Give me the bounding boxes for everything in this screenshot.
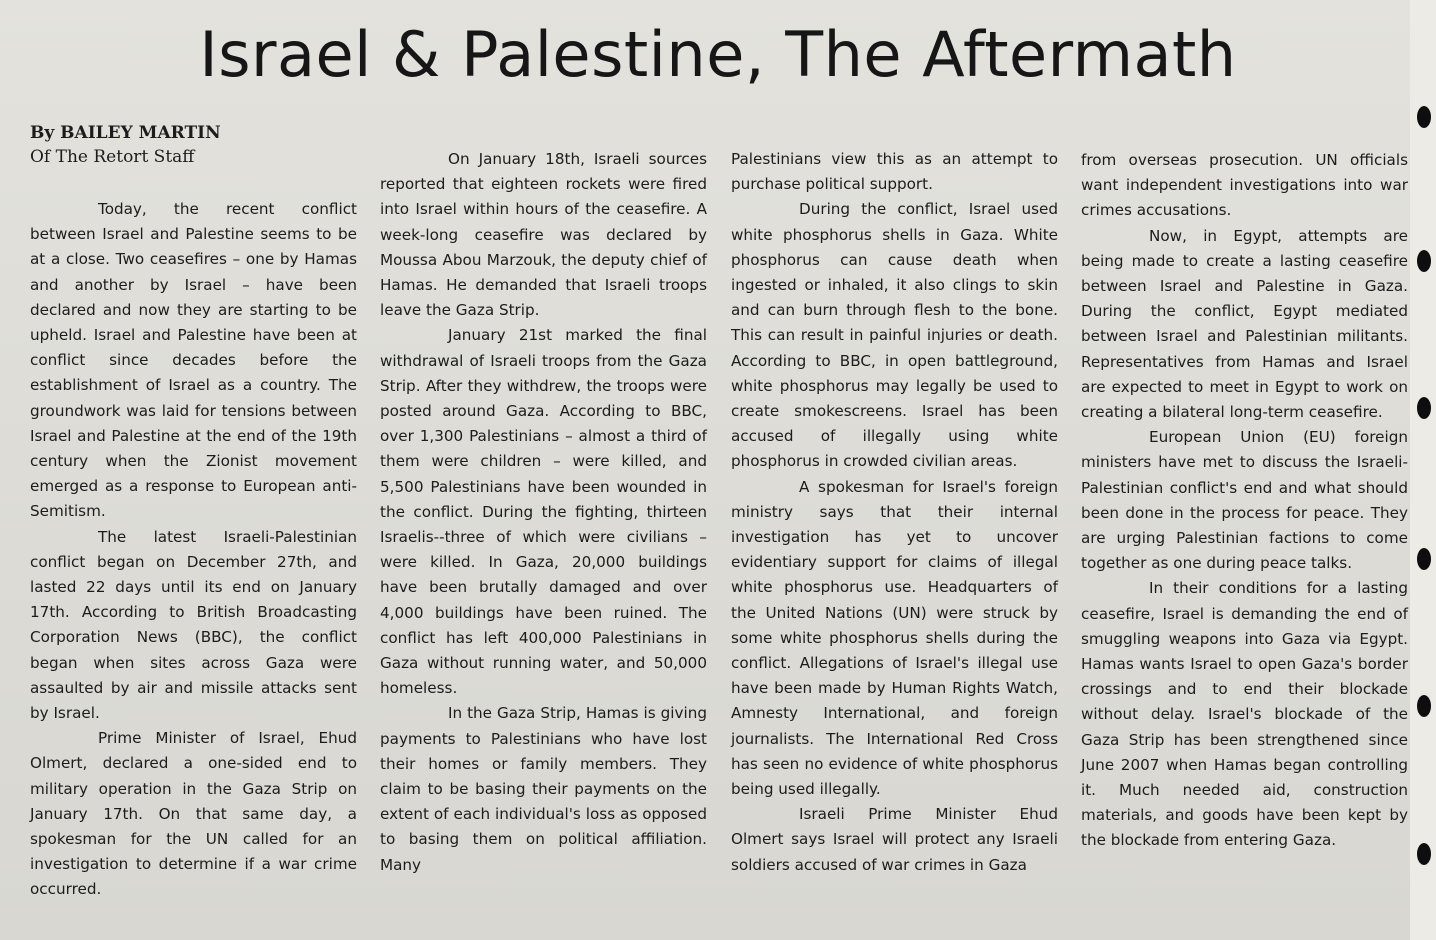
paragraph: Palestinians view this as an attempt to purchase political support.: [731, 150, 1058, 194]
byline: [30, 121, 221, 169]
binder-hole-icon: [1417, 250, 1431, 272]
binder-hole-icon: [1417, 695, 1431, 717]
paragraph: Prime Minister of Israel, Ehud Olmert, declared a one-sided end to military operation in the Gaza Strip on January 17th. On that same day, a spokesman for the UN called for an investigation to determine if a war crime occurred.: [30, 729, 357, 899]
binder-hole-icon: [1417, 106, 1431, 128]
paragraph: Today, the recent conflict between Israel and Palestine seems to be at a close. Two ceasefires – one by Hamas and another by Israel – have been declared and now they are starting to be upheld. Israel and Palestine have been at conflict since decades before the establishment of Israel as a country. The groundwork was laid for tensions between Israel and Palestine at the end of the 19th century when the Zionist movement emerged as a response to European anti-Semitism.: [30, 200, 357, 521]
paragraph: January 21st marked the final withdrawal of Israeli troops from the Gaza Strip. After they withdrew, the troops were posted around Gaza. According to BBC, over 1,300 Palestinians – almost a third of them were children – were killed, and 5,500 Palestinians have been wounded in the conflict. During the fighting, thirteen Israelis--three of which were civilians – were killed. In Gaza, 20,000 buildings have been brutally damaged and over 4,000 buildings have been ruined. The conflict has left 400,000 Palestinians in Gaza without running water, and 50,000 homeless.: [380, 326, 707, 698]
article-column-3: [731, 147, 1058, 878]
paragraph: In their conditions for a lasting ceasefire, Israel is demanding the end of smuggling weapons into Gaza via Egypt. Hamas wants Israel to open Gaza's border crossings and to end their blockade without delay. Israel's blockade of the Gaza Strip has been strengthened since June 2007 when Hamas began controlling it. Much needed aid, construction materials, and goods have been kept by the blockade from entering Gaza.: [1081, 579, 1408, 850]
paragraph: In the Gaza Strip, Hamas is giving payments to Palestinians who have lost their homes or family members. They claim to be basing their payments on the extent of each individual's loss as opposed to basing them on political affiliation. Many: [380, 704, 707, 874]
paragraph: European Union (EU) foreign ministers have met to discuss the Israeli-Palestinian conflict's end and what should been done in the process for peace. They are urging Palestinian factions to come together as one during peace talks.: [1081, 428, 1408, 573]
binder-hole-icon: [1417, 397, 1431, 419]
article-column-1: [30, 197, 357, 903]
paragraph: On January 18th, Israeli sources reported that eighteen rockets were fired into Israel within hours of the ceasefire. A week-long ceasefire was declared by Moussa Abou Marzouk, the deputy chief of Hamas. He demanded that Israeli troops leave the Gaza Strip.: [380, 150, 707, 320]
headline: Israel & Palestine, The Aftermath: [199, 18, 1237, 91]
binder-hole-icon: [1417, 548, 1431, 570]
paragraph: Israeli Prime Minister Ehud Olmert says Israel will protect any Israeli soldiers accused of war crimes in Gaza: [731, 805, 1058, 874]
paragraph: from overseas prosecution. UN officials want independent investigations into war crimes accusations.: [1081, 151, 1408, 220]
paragraph: During the conflict, Israel used white phosphorus shells in Gaza. White phosphorus can cause death when ingested or inhaled, it also clings to skin and can burn through flesh to the bone. This can result in painful injuries or death. According to BBC, in open battleground, white phosphorus may legally be used to create smokescreens. Israel has been accused of illegally using white phosphorus in crowded civilian areas.: [731, 200, 1058, 471]
paragraph: A spokesman for Israel's foreign ministry says that their internal investigation has yet to uncover evidentiary support for claims of illegal white phosphorus use. Headquarters of the United Nations (UN) were struck by some white phosphorus shells during the conflict. Allegations of Israel's illegal use have been made by Human Rights Watch, Amnesty International, and foreign journalists. The International Red Cross has seen no evidence of white phosphorus being used illegally.: [731, 477, 1058, 799]
byline-author: By BAILEY MARTIN: [30, 123, 221, 143]
article-column-4: [1081, 148, 1408, 854]
binder-hole-icon: [1417, 843, 1431, 865]
article-column-2: [380, 147, 707, 878]
paragraph: Now, in Egypt, attempts are being made to create a lasting ceasefire between Israel and Palestine in Gaza. During the conflict, Egypt mediated between Israel and Palestinian militants. Representatives from Hamas and Israel are expected to meet in Egypt to work on creating a bilateral long-term ceasefire.: [1081, 226, 1408, 422]
byline-staff: Of The Retort Staff: [30, 147, 195, 167]
paragraph: The latest Israeli-Palestinian conflict began on December 27th, and lasted 22 days until its end on January 17th. According to British Broadcasting Corporation News (BBC), the conflict began when sites across Gaza were assaulted by air and missile attacks sent by Israel.: [30, 527, 357, 723]
page-edge: [1410, 0, 1436, 940]
